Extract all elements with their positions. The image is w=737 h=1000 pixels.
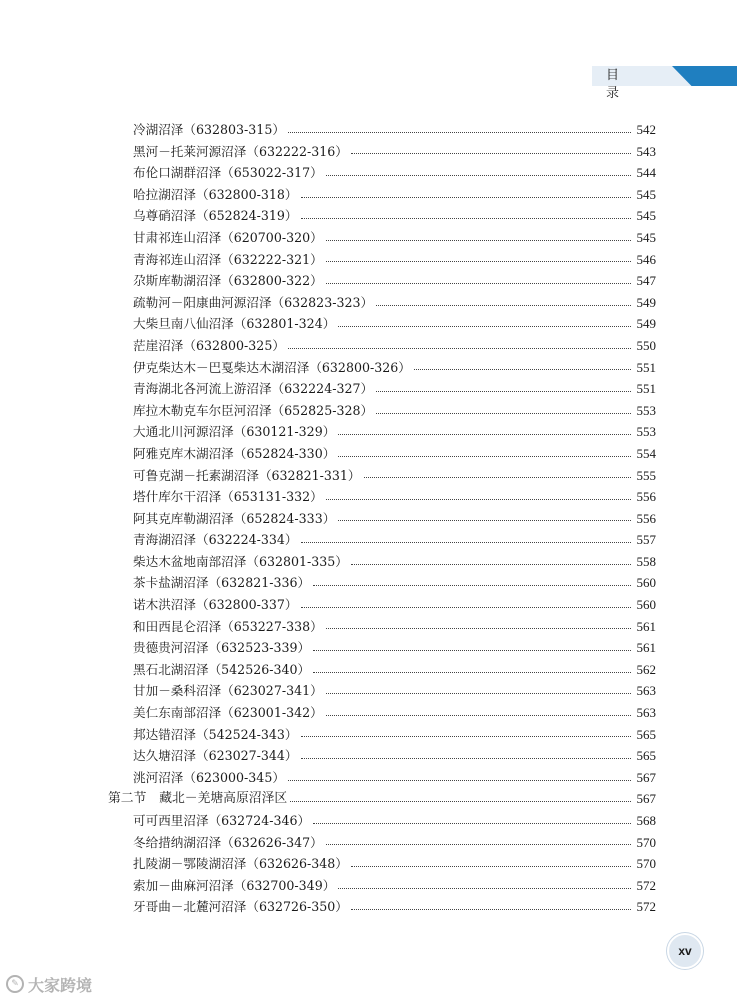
toc-entry-row[interactable]: [108, 680, 656, 702]
toc-entry-title: 大通北川河源沼泽（630121-329）: [133, 424, 336, 440]
toc-entry-title: 乌尊硝沼泽（652824-319）: [133, 208, 298, 224]
toc-page-number: 556: [636, 510, 656, 526]
toc-page-number: 563: [636, 683, 656, 699]
toc-entry-row[interactable]: [108, 810, 656, 832]
toc-leader-dots: [376, 292, 631, 306]
toc-entry-title: 大柴旦南八仙沼泽（632801-324）: [133, 316, 336, 332]
toc-entry-row[interactable]: [108, 572, 656, 594]
toc-entry-title: 扎陵湖－鄂陵湖沼泽（632626-348）: [133, 856, 348, 872]
toc-leader-dots: [364, 464, 632, 478]
toc-leader-dots: [351, 551, 631, 565]
toc-entry-row[interactable]: [108, 529, 656, 551]
toc-leader-dots: [288, 767, 631, 781]
toc-entry-row[interactable]: [108, 249, 656, 271]
toc-entry-row[interactable]: [108, 832, 656, 854]
toc-section-title: 第二节 藏北－羌塘高原沼泽区: [108, 791, 288, 807]
toc-entry-row[interactable]: [108, 313, 656, 335]
toc-entry-row[interactable]: [108, 767, 656, 789]
toc-entry-title: 和田西昆仑沼泽（653227-338）: [133, 618, 323, 634]
toc-page-number: 557: [636, 532, 656, 548]
table-of-contents: [108, 119, 656, 918]
watermark-logo-icon: ✎: [6, 975, 24, 993]
toc-page-number: 556: [636, 489, 656, 505]
toc-entry-row[interactable]: [108, 745, 656, 767]
toc-entry-title: 茶卡盐湖沼泽（632821-336）: [133, 575, 311, 591]
toc-entry-title: 黑河－托莱河源沼泽（632222-316）: [133, 143, 348, 159]
toc-page-number: 570: [636, 834, 656, 850]
toc-leader-dots: [351, 896, 631, 910]
toc-entry-row[interactable]: [108, 421, 656, 443]
toc-page-number: 572: [636, 877, 656, 893]
toc-leader-dots: [326, 615, 631, 629]
toc-leader-dots: [288, 335, 631, 349]
toc-leader-dots: [338, 443, 631, 457]
toc-leader-dots: [313, 659, 631, 673]
toc-entry-title: 青海湖沼泽（632224-334）: [133, 532, 298, 548]
toc-page-number: 562: [636, 661, 656, 677]
toc-leader-dots: [301, 723, 631, 737]
toc-entry-title: 柴达木盆地南部沼泽（632801-335）: [133, 553, 348, 569]
toc-leader-dots: [301, 184, 631, 198]
toc-entry-title: 布伦口湖群沼泽（653022-317）: [133, 165, 323, 181]
toc-page-number: 549: [636, 316, 656, 332]
toc-page-number: 549: [636, 294, 656, 310]
toc-page-number: 560: [636, 597, 656, 613]
toc-leader-dots: [313, 572, 631, 586]
toc-leader-dots: [414, 356, 631, 370]
toc-entry-title: 茫崖沼泽（632800-325）: [133, 337, 285, 353]
toc-leader-dots: [351, 140, 631, 154]
toc-entry-row[interactable]: [108, 335, 656, 357]
toc-entry-title: 达久塘沼泽（623027-344）: [133, 748, 298, 764]
toc-leader-dots: [326, 162, 631, 176]
toc-page-number: 561: [636, 640, 656, 656]
toc-page-number: 544: [636, 165, 656, 181]
toc-page-number: 561: [636, 618, 656, 634]
toc-page-number: 565: [636, 748, 656, 764]
toc-page-number: 545: [636, 208, 656, 224]
toc-leader-dots: [326, 831, 631, 845]
toc-leader-dots: [351, 853, 631, 867]
toc-entry-title: 黑石北湖沼泽（542526-340）: [133, 661, 311, 677]
toc-leader-dots: [376, 378, 631, 392]
toc-page-number: 563: [636, 705, 656, 721]
toc-entry-row[interactable]: [108, 443, 656, 465]
toc-leader-dots: [301, 745, 631, 759]
toc-entry-title: 库拉木勒克车尔臣河沼泽（652825-328）: [133, 402, 374, 418]
toc-entry-title: 青海湖北各河流上游沼泽（632224-327）: [133, 381, 374, 397]
toc-leader-dots: [288, 119, 631, 133]
toc-leader-dots: [326, 227, 631, 241]
toc-page-number: 560: [636, 575, 656, 591]
toc-entry-title: 冬给措纳湖沼泽（632626-347）: [133, 834, 323, 850]
toc-entry-row[interactable]: [108, 659, 656, 681]
toc-entry-row[interactable]: [108, 486, 656, 508]
toc-page-number: 567: [636, 791, 656, 807]
toc-leader-dots: [326, 486, 631, 500]
toc-leader-dots: [338, 875, 631, 889]
toc-entry-row[interactable]: [108, 853, 656, 875]
toc-entry-title: 尕斯库勒湖沼泽（632800-322）: [133, 273, 323, 289]
toc-entry-title: 哈拉湖沼泽（632800-318）: [133, 186, 298, 202]
toc-page-number: 546: [636, 251, 656, 267]
toc-page-number: 547: [636, 273, 656, 289]
toc-page-number: 572: [636, 899, 656, 915]
toc-entry-title: 冷湖沼泽（632803-315）: [133, 122, 285, 137]
toc-entry-title: 索加－曲麻河沼泽（632700-349）: [133, 877, 336, 893]
toc-entry-title: 塔什库尔干沼泽（653131-332）: [133, 489, 323, 505]
toc-entry-title: 可可西里沼泽（632724-346）: [133, 813, 311, 828]
toc-entry-title: 诺木洪沼泽（632800-337）: [133, 597, 298, 613]
toc-page-number: 553: [636, 424, 656, 440]
toc-entry-row[interactable]: [108, 357, 656, 379]
toc-entry-title: 疏勒河－阳康曲河源沼泽（632823-323）: [133, 294, 374, 310]
toc-leader-dots: [290, 788, 631, 802]
toc-section-row[interactable]: [108, 788, 656, 810]
toc-entry-row[interactable]: [108, 896, 656, 918]
toc-page-number: 555: [636, 467, 656, 483]
toc-entry-row[interactable]: [108, 594, 656, 616]
toc-leader-dots: [338, 421, 631, 435]
toc-page-number: 542: [636, 122, 656, 137]
toc-leader-dots: [376, 400, 631, 414]
toc-entry-row[interactable]: [108, 119, 656, 141]
page-number: xv: [667, 933, 703, 969]
toc-leader-dots: [338, 313, 631, 327]
toc-entry-row[interactable]: [108, 184, 656, 206]
toc-entry-row[interactable]: [108, 551, 656, 573]
toc-entry-row[interactable]: [108, 270, 656, 292]
toc-entry-row[interactable]: [108, 227, 656, 249]
toc-entry-row[interactable]: [108, 616, 656, 638]
toc-entry-title: 洮河沼泽（623000-345）: [133, 769, 285, 785]
toc-entry-row[interactable]: [108, 141, 656, 163]
toc-leader-dots: [301, 529, 631, 543]
watermark: [6, 973, 92, 995]
watermark-text: 大家跨境: [28, 975, 93, 995]
toc-entry-title: 美仁东南部沼泽（623001-342）: [133, 705, 323, 721]
toc-entry-row[interactable]: [108, 378, 656, 400]
toc-entry-title: 阿雅克库木湖沼泽（652824-330）: [133, 445, 336, 461]
toc-page-number: 545: [636, 229, 656, 245]
toc-entry-title: 牙哥曲－北麓河沼泽（632726-350）: [133, 899, 348, 915]
toc-leader-dots: [301, 205, 631, 219]
toc-entry-row[interactable]: [108, 400, 656, 422]
toc-leader-dots: [326, 702, 631, 716]
toc-entry-row[interactable]: [108, 162, 656, 184]
toc-entry-row[interactable]: [108, 508, 656, 530]
toc-entry-title: 伊克柴达木－巴戛柴达木湖沼泽（632800-326）: [133, 359, 411, 375]
toc-leader-dots: [326, 270, 631, 284]
toc-leader-dots: [326, 680, 631, 694]
toc-entry-title: 邦达错沼泽（542524-343）: [133, 726, 298, 742]
toc-leader-dots: [326, 248, 631, 262]
toc-page-number: 565: [636, 726, 656, 742]
toc-leader-dots: [313, 810, 631, 824]
toc-entry-title: 可鲁克湖－托素湖沼泽（632821-331）: [133, 467, 361, 483]
toc-page-number: 545: [636, 186, 656, 202]
toc-entry-row[interactable]: [108, 637, 656, 659]
toc-entry-row[interactable]: [108, 465, 656, 487]
toc-page-number: 551: [636, 381, 656, 397]
toc-entry-row[interactable]: [108, 702, 656, 724]
toc-page-number: 553: [636, 402, 656, 418]
toc-page-number: 550: [636, 337, 656, 353]
toc-entry-title: 阿其克库勒湖沼泽（652824-333）: [133, 510, 336, 526]
toc-leader-dots: [301, 594, 631, 608]
toc-leader-dots: [338, 507, 631, 521]
toc-entry-title: 甘肃祁连山沼泽（620700-320）: [133, 229, 323, 245]
toc-entry-row[interactable]: [108, 724, 656, 746]
toc-entry-title: 贵德贵河沼泽（632523-339）: [133, 640, 311, 656]
toc-page-number: 543: [636, 143, 656, 159]
toc-page-number: 558: [636, 553, 656, 569]
toc-page-number: 567: [636, 769, 656, 785]
toc-page-number: 554: [636, 445, 656, 461]
toc-entry-row[interactable]: [108, 875, 656, 897]
toc-entry-row[interactable]: [108, 292, 656, 314]
toc-page-number: 551: [636, 359, 656, 375]
toc-leader-dots: [313, 637, 631, 651]
toc-page-number: 570: [636, 856, 656, 872]
page-header-title: 目 录: [606, 68, 630, 101]
toc-page-number: 568: [636, 813, 656, 828]
toc-entry-title: 甘加－桑科沼泽（623027-341）: [133, 683, 323, 699]
toc-entry-row[interactable]: [108, 205, 656, 227]
toc-entry-title: 青海祁连山沼泽（632222-321）: [133, 251, 323, 267]
